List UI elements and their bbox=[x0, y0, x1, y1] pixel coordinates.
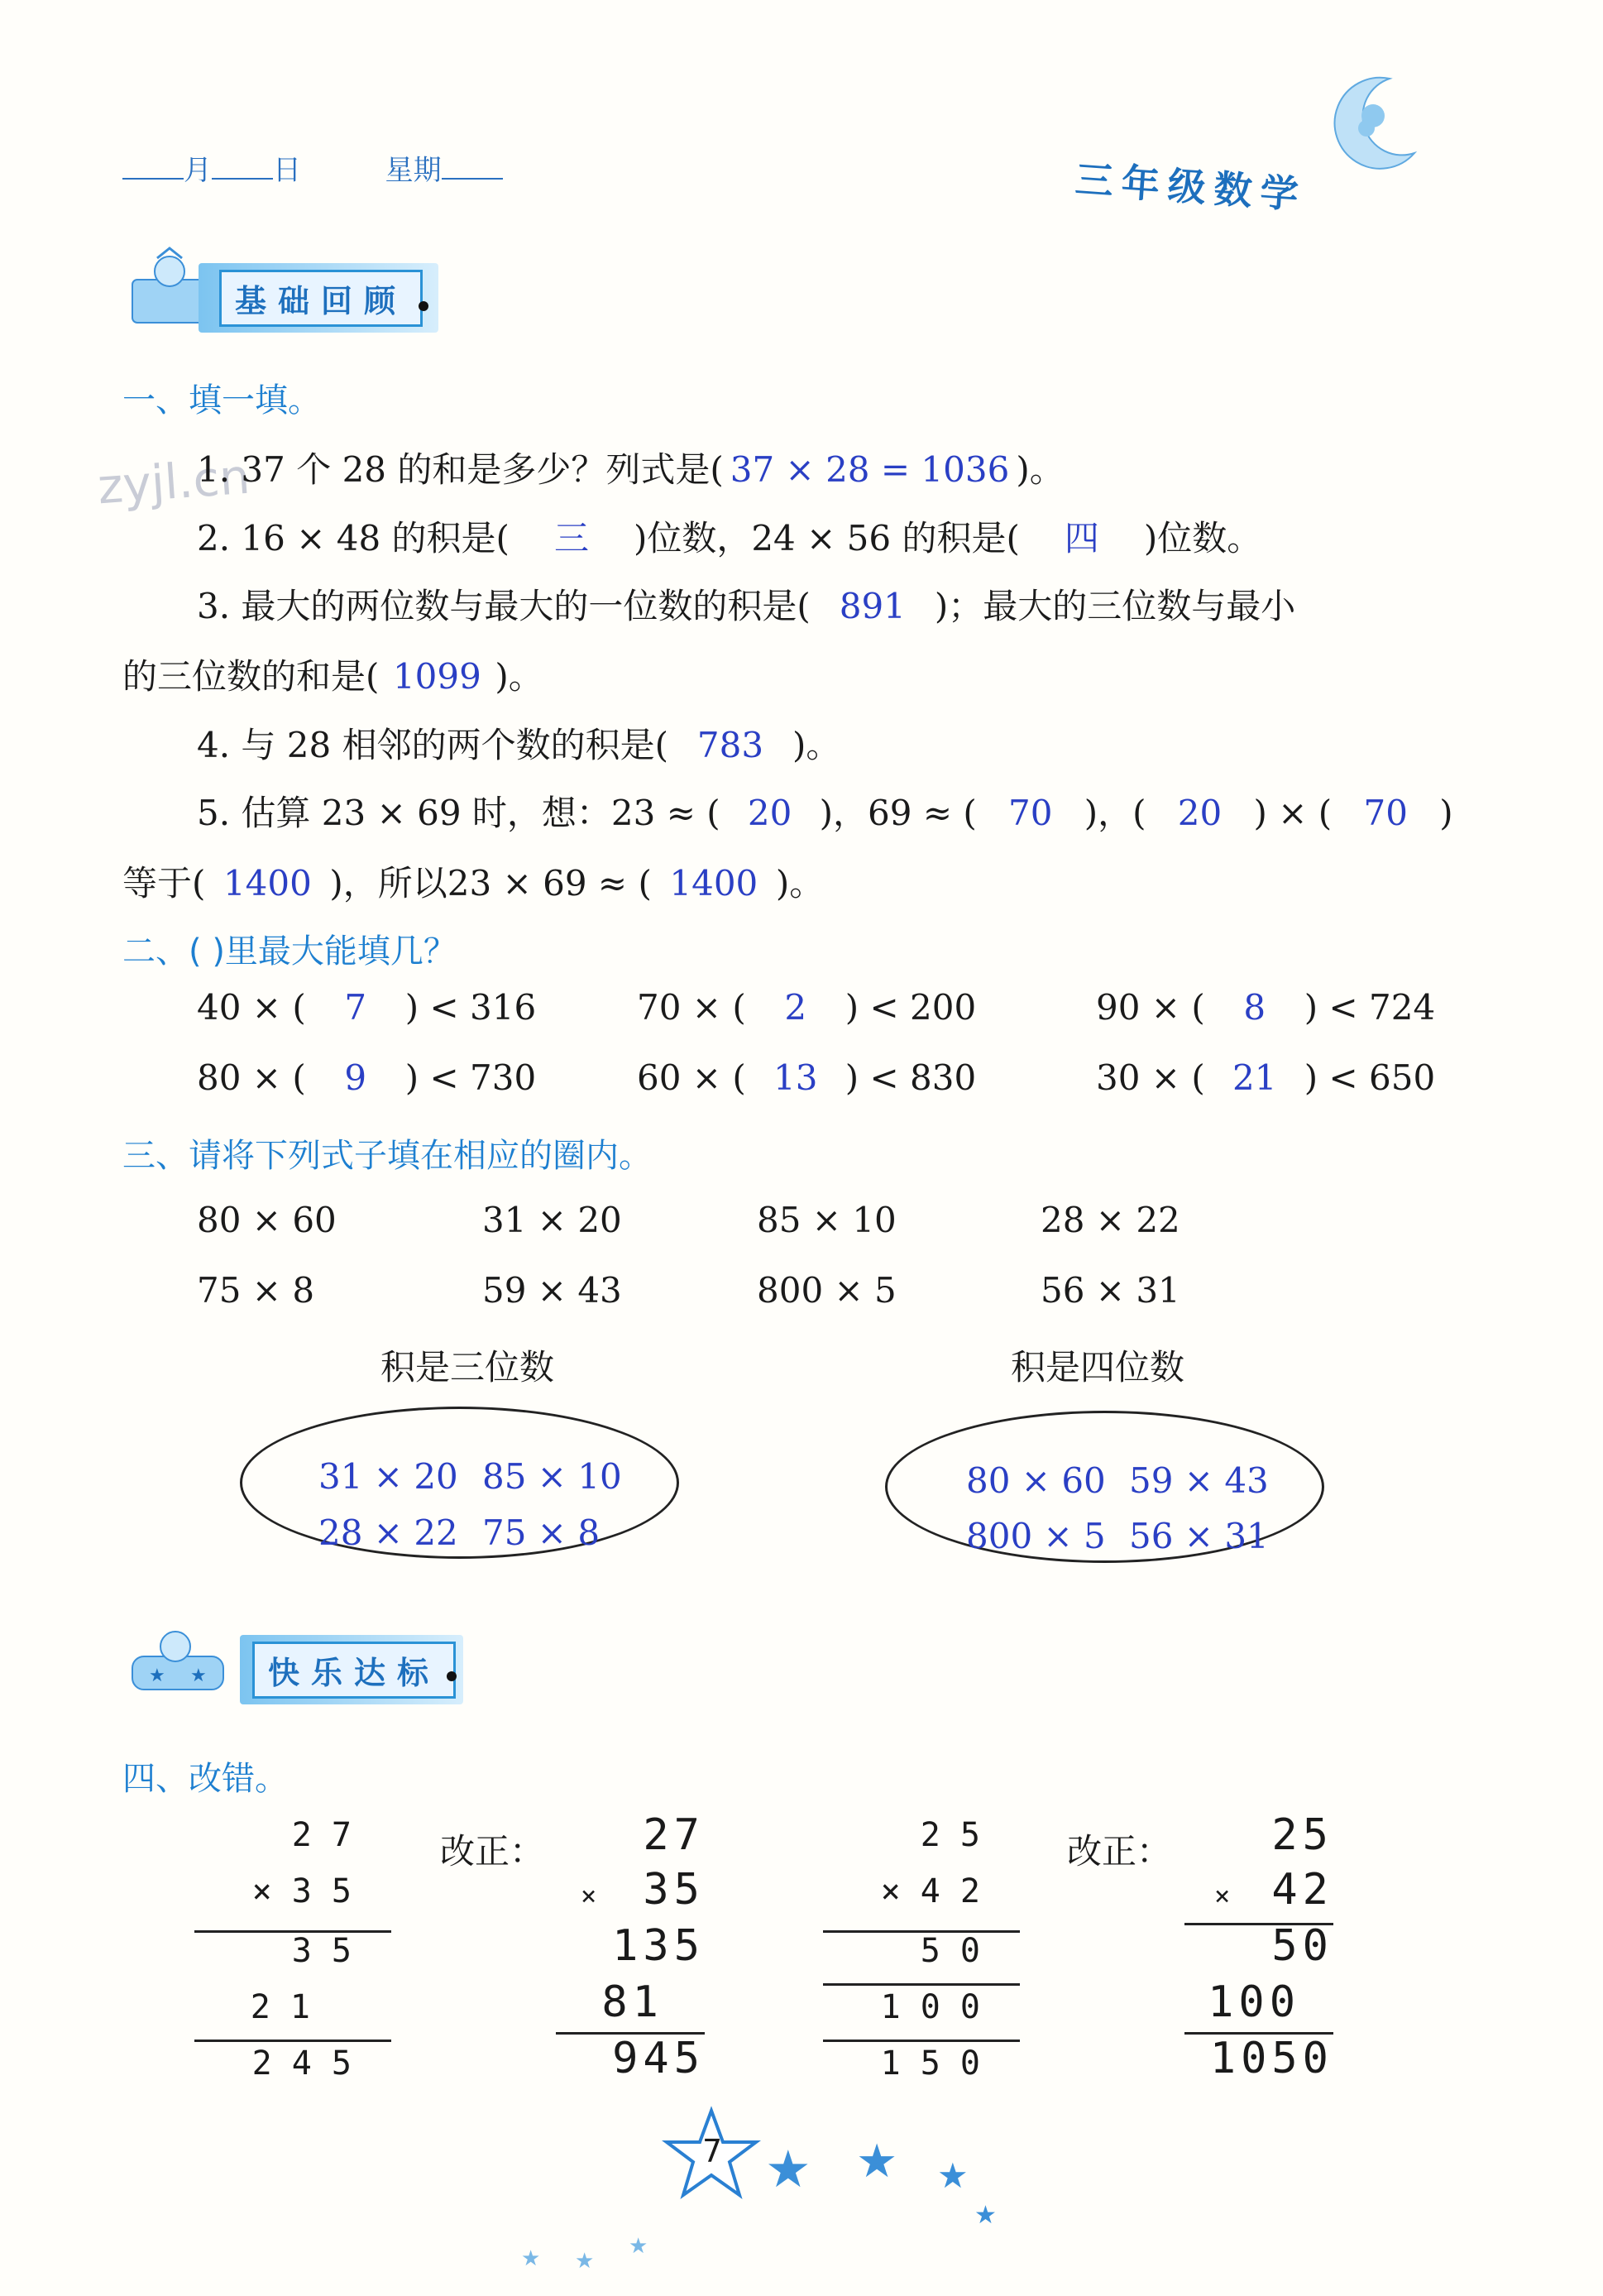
circle-item: 59 × 43 bbox=[1129, 1460, 1269, 1501]
answer-3a: 891 bbox=[839, 586, 906, 626]
grade-subject bbox=[1074, 149, 1309, 219]
circle-item: 80 × 60 bbox=[966, 1460, 1106, 1501]
correct-label-2: 改正： bbox=[1067, 1831, 1172, 1872]
circle-item: 31 × 20 bbox=[318, 1456, 458, 1497]
expression-item: 85 × 10 bbox=[757, 1200, 897, 1240]
question-1: 1. 37 个 28 的和是多少？列式是( 37 × 28 = 1036 )。 bbox=[197, 449, 1065, 490]
part2-item: 60 × ( 13 ) < 830 bbox=[637, 1057, 977, 1098]
star-icon: ★ bbox=[937, 2155, 969, 2196]
question-2: 2. 16 × 48 的积是( 三 )位数，24 × 56 的积是( 四 )位数。 bbox=[197, 511, 1261, 561]
answer-5f: 1400 bbox=[669, 863, 758, 904]
part3-title: 三、请将下列式子填在相应的圈内。 bbox=[122, 1137, 652, 1175]
answer-5e: 1400 bbox=[223, 863, 312, 904]
answer-2b: 四 bbox=[1064, 518, 1099, 558]
part2-item: 30 × ( 21 ) < 650 bbox=[1096, 1057, 1436, 1098]
part2-item: 70 × ( 2 ) < 200 bbox=[637, 987, 977, 1028]
circle1-label: 积是三位数 bbox=[380, 1347, 555, 1388]
badge-dot bbox=[419, 301, 428, 311]
part2-item: 90 × ( 8 ) < 724 bbox=[1096, 987, 1436, 1028]
answer-5b: 70 bbox=[1008, 793, 1053, 833]
week-label: 星期 bbox=[385, 154, 442, 187]
question-3-cont: 的三位数的和是( 1099 )。 bbox=[122, 656, 543, 697]
answer-4: 783 bbox=[696, 725, 764, 765]
circle-item: 85 × 10 bbox=[482, 1456, 622, 1497]
circle-item: 800 × 5 bbox=[966, 1516, 1106, 1556]
answer-3b: 1099 bbox=[392, 656, 481, 697]
svg-text:★: ★ bbox=[149, 1666, 165, 1686]
answer-1: 37 × 28 = 1036 bbox=[730, 449, 1010, 490]
section-badge-practice: 快乐达标 bbox=[252, 1642, 456, 1699]
moon-decoration-icon bbox=[1323, 70, 1423, 170]
circle-item: 56 × 31 bbox=[1129, 1516, 1269, 1556]
part2-title: 二、( )里最大能填几？ bbox=[122, 932, 457, 971]
circle-item: 75 × 8 bbox=[482, 1512, 601, 1553]
answer-5a: 20 bbox=[747, 793, 792, 833]
expression-item: 59 × 43 bbox=[482, 1270, 622, 1311]
grade-label: 三年级 bbox=[1074, 156, 1216, 211]
question-4: 4. 与 28 相邻的两个数的积是( 783 )。 bbox=[197, 725, 841, 765]
part1-title: 一、填一填。 bbox=[122, 381, 321, 419]
question-5-cont: 等于( 1400 )，所以23 × 69 ≈ ( 1400 )。 bbox=[122, 863, 825, 904]
star-icon: ★ bbox=[629, 2234, 648, 2259]
section-practice-icon bbox=[124, 1623, 240, 1698]
section-badge-review: 基础回顾 bbox=[219, 270, 423, 327]
answer-2a: 三 bbox=[553, 518, 589, 558]
answer-5d: 70 bbox=[1363, 793, 1408, 833]
svg-text:★: ★ bbox=[190, 1666, 207, 1686]
watermark: zyjl.cn bbox=[95, 448, 252, 515]
part2-item: 80 × ( 9 ) < 730 bbox=[197, 1057, 537, 1098]
date-header bbox=[122, 147, 503, 188]
expression-item: 28 × 22 bbox=[1041, 1200, 1180, 1240]
part4-title: 四、改错。 bbox=[122, 1760, 288, 1798]
answer-5c: 20 bbox=[1177, 793, 1223, 833]
part2-item: 40 × ( 7 ) < 316 bbox=[197, 987, 537, 1028]
badge-dot bbox=[447, 1671, 457, 1681]
circle2-label: 积是四位数 bbox=[1011, 1347, 1185, 1388]
star-icon: ★ bbox=[974, 2201, 997, 2230]
expression-item: 80 × 60 bbox=[197, 1200, 337, 1240]
correct-label-1: 改正： bbox=[440, 1831, 545, 1872]
expression-item: 800 × 5 bbox=[757, 1270, 897, 1311]
star-icon: ★ bbox=[856, 2135, 898, 2188]
subject-label: 数学 bbox=[1212, 166, 1309, 218]
expression-item: 56 × 31 bbox=[1041, 1270, 1180, 1311]
star-icon: ★ bbox=[521, 2246, 541, 2271]
day-label: 日 bbox=[273, 154, 301, 187]
month-label: 月 bbox=[184, 154, 212, 187]
circle-item: 28 × 22 bbox=[318, 1512, 458, 1553]
question-5: 5. 估算 23 × 69 时，想：23 ≈ ( 20 )，69 ≈ ( 70 )，( 20 ) × ( 70 ) bbox=[197, 793, 1453, 833]
expression-item: 31 × 20 bbox=[482, 1200, 622, 1240]
page-number: 7 bbox=[702, 2133, 723, 2169]
star-icon: ★ bbox=[765, 2139, 811, 2199]
expression-item: 75 × 8 bbox=[197, 1270, 315, 1311]
star-icon: ★ bbox=[575, 2249, 595, 2274]
question-3: 3. 最大的两位数与最大的一位数的积是( 891 )；最大的三位数与最小 bbox=[197, 586, 1296, 626]
